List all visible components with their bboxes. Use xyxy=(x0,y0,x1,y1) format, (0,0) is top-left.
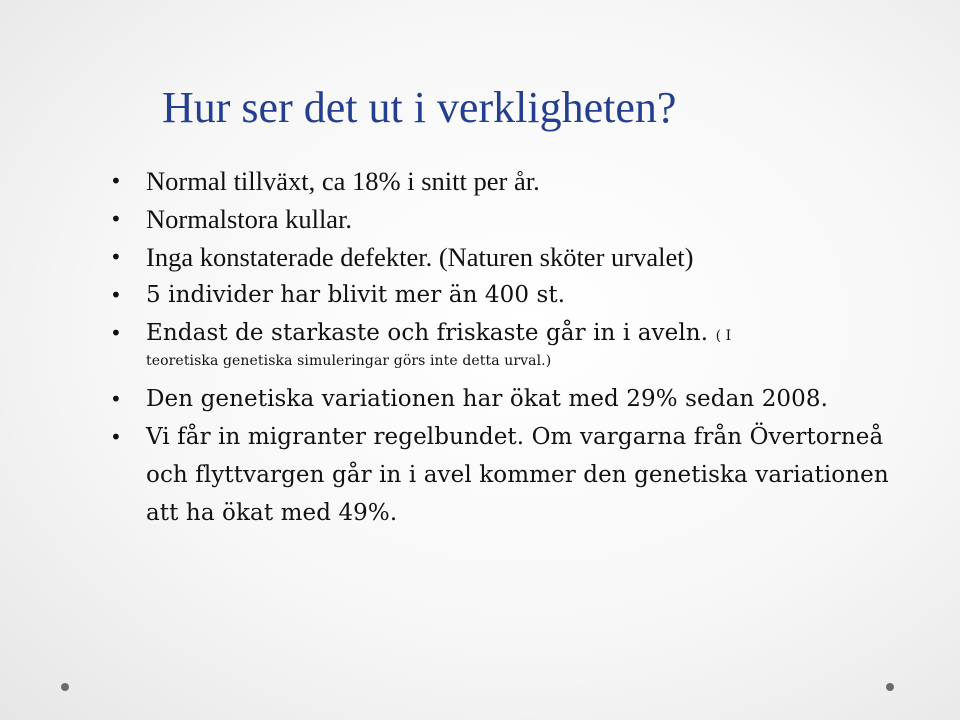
bullet-text: Vi får in migranter regelbundet. Om vargarna från Övertorneå och flyttvargen går in i avel kommer den genetiska variationen att ha ökat med 49%. xyxy=(146,424,889,526)
bullet-icon: • xyxy=(110,169,122,193)
bullet-text: Inga konstaterade defekter. (Naturen sköter urvalet) xyxy=(146,242,694,272)
bullet-item xyxy=(110,276,910,314)
bullet-icon: • xyxy=(110,245,122,269)
bullet-item xyxy=(110,238,910,276)
bullet-icon: • xyxy=(110,207,122,231)
bullet-note: teoretiska genetiska simuleringar görs inte detta urval.) xyxy=(146,353,552,369)
bullet-item xyxy=(110,162,910,200)
bullet-icon: • xyxy=(110,387,122,411)
bullet-text: Den genetiska variationen har ökat med 29% sedan 2008. xyxy=(146,386,829,412)
footer-dot-right-icon xyxy=(886,683,894,691)
bullet-list xyxy=(110,162,910,532)
bullet-icon: • xyxy=(110,425,122,449)
bullet-item xyxy=(110,380,910,418)
bullet-text: Normalstora kullar. xyxy=(146,204,353,234)
footer-dot-left-icon xyxy=(61,683,69,691)
bullet-text: 5 individer har blivit mer än 400 st. xyxy=(146,282,566,308)
bullet-text: Normal tillväxt, ca 18% i snitt per år. xyxy=(146,166,540,196)
slide-title: Hur ser det ut i verkligheten? xyxy=(162,83,677,132)
bullet-icon: • xyxy=(110,321,122,345)
bullet-item xyxy=(110,314,910,374)
bullet-note-start: ( I xyxy=(715,328,732,344)
bullet-icon: • xyxy=(110,283,122,307)
bullet-item xyxy=(110,200,910,238)
bullet-item xyxy=(110,418,910,532)
bullet-text: Endast de starkaste och friskaste går in i aveln. xyxy=(146,320,709,346)
